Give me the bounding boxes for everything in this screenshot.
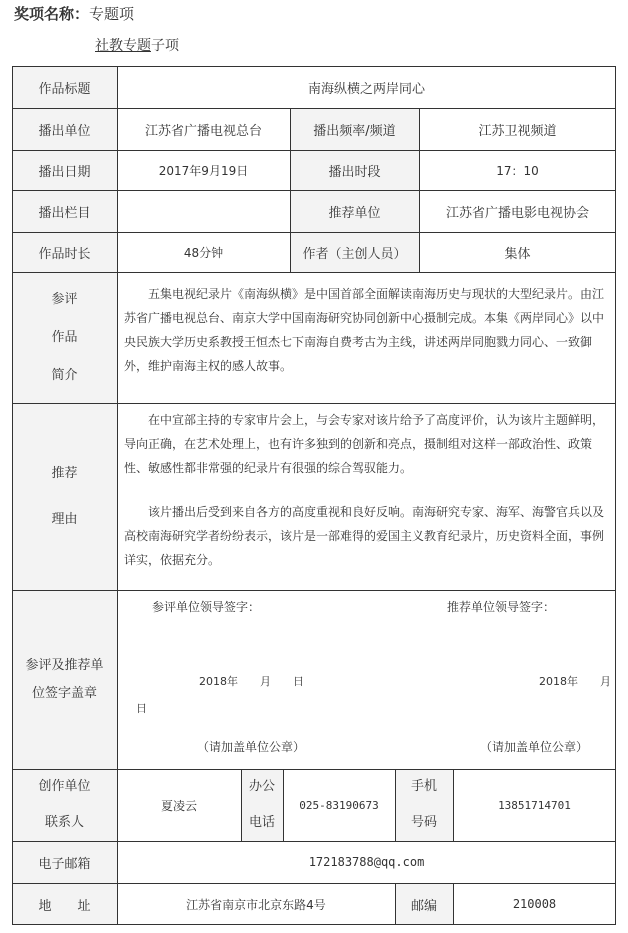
email-label: 电子邮箱 — [38, 856, 91, 872]
zip-value: 210008 — [512, 897, 557, 911]
office-phone-label-2: 电话 — [248, 815, 275, 830]
creator-contact-label — [12, 769, 117, 841]
reason-label-1: 推荐 — [51, 465, 78, 481]
address-label: 地 址 — [38, 898, 91, 914]
summary-label-2: 作品 — [51, 329, 78, 345]
date-label: 播出日期 — [38, 164, 91, 180]
broadcaster-label: 播出单位 — [38, 123, 91, 139]
recommender-value: 江苏省广播电影电视协会 — [445, 205, 589, 221]
work-title-label: 作品标题 — [38, 81, 91, 97]
reason-paragraph-2: 该片播出后受到来自各方的高度重视和良好反响。南海研究专家、海军、海警官兵以及高校南海研究学者纷纷表示，该片是一部难得的爱国主义教育纪录片，历史资料全面，事例详实，依据充分。 — [124, 505, 605, 567]
sub-award-suffix: 子项 — [151, 38, 179, 54]
signature-label-2: 位签字盖章 — [31, 685, 97, 701]
signature-label-1: 参评及推荐单 — [25, 657, 104, 673]
office-phone-label — [241, 769, 283, 841]
email-value: 172183788@qq.com — [308, 855, 425, 869]
recommender-label: 推荐单位 — [328, 205, 381, 221]
channel-value: 江苏卫视频道 — [478, 123, 557, 139]
award-label: 奖项名称： — [14, 5, 90, 23]
address-value: 江苏省南京市北京东路4号 — [186, 897, 326, 912]
office-phone-value: 025-83190673 — [299, 798, 379, 812]
author-value: 集体 — [504, 246, 531, 262]
mobile-label — [395, 769, 453, 841]
time-label: 播出时段 — [328, 164, 381, 180]
right-signature-date-1: 2018年 月 — [539, 675, 611, 688]
right-seal-note: （请加盖单位公章） — [480, 740, 589, 754]
contact-person: 夏凌云 — [160, 798, 197, 813]
left-signature-date: 2018年 月 日 — [199, 675, 304, 688]
summary-label — [12, 272, 117, 403]
time-value: 17：10 — [496, 163, 539, 178]
award-value: 专题项 — [89, 5, 135, 23]
signature-label — [12, 590, 117, 769]
zip-label: 邮编 — [410, 898, 437, 914]
author-label: 作者（主创人员） — [302, 246, 407, 262]
reason-label-2: 理由 — [51, 511, 78, 527]
reason-paragraph-1: 在中宣部主持的专家审片会上，与会专家对该片给予了高度评价，认为该片主题鲜明，导向正确，在艺术处理上，也有许多独到的创新和亮点，摄制组对这样一部政治性、政策性、敏感性都非常强的纪录片有很强的综合驾驭能力。 — [124, 413, 605, 475]
mobile-label-1: 手机 — [410, 779, 437, 794]
duration-value: 48分钟 — [183, 245, 224, 260]
channel-label: 播出频率/频道 — [313, 123, 396, 139]
right-signature-title: 推荐单位领导签字： — [447, 600, 556, 614]
column-label: 播出栏目 — [38, 205, 91, 221]
duration-label: 作品时长 — [38, 246, 91, 262]
sub-award-prefix: 社教专题 — [95, 38, 151, 54]
left-seal-note: （请加盖单位公章） — [197, 740, 306, 754]
work-title-value: 南海纵横之两岸同心 — [307, 81, 425, 97]
right-signature-date-2: 日 — [136, 702, 147, 715]
date-value: 2017年9月19日 — [158, 163, 249, 178]
mobile-value: 13851714701 — [498, 798, 571, 812]
creator-contact-label-1: 创作单位 — [38, 779, 91, 794]
summary-label-1: 参评 — [51, 291, 78, 307]
summary-label-3: 简介 — [51, 367, 78, 383]
column-value — [117, 190, 290, 232]
broadcaster-value: 江苏省广播电视总台 — [144, 123, 262, 139]
summary-text: 五集电视纪录片《南海纵横》是中国首部全面解读南海历史与现状的大型纪录片。由江苏省广播电视总台、南京大学中国南海研究协同创新中心摄制完成。本集《两岸同心》以中央民族大学历史系教授王恒杰七下南海自费考古为主线，讲述两岸同胞戮力同心、一致御外，维护南海主权的感人故事。 — [124, 287, 605, 373]
creator-contact-label-2: 联系人 — [44, 815, 84, 830]
office-phone-label-1: 办公 — [248, 779, 275, 794]
reason-label — [12, 403, 117, 590]
mobile-label-2: 号码 — [410, 815, 437, 830]
left-signature-title: 参评单位领导签字： — [152, 600, 261, 614]
